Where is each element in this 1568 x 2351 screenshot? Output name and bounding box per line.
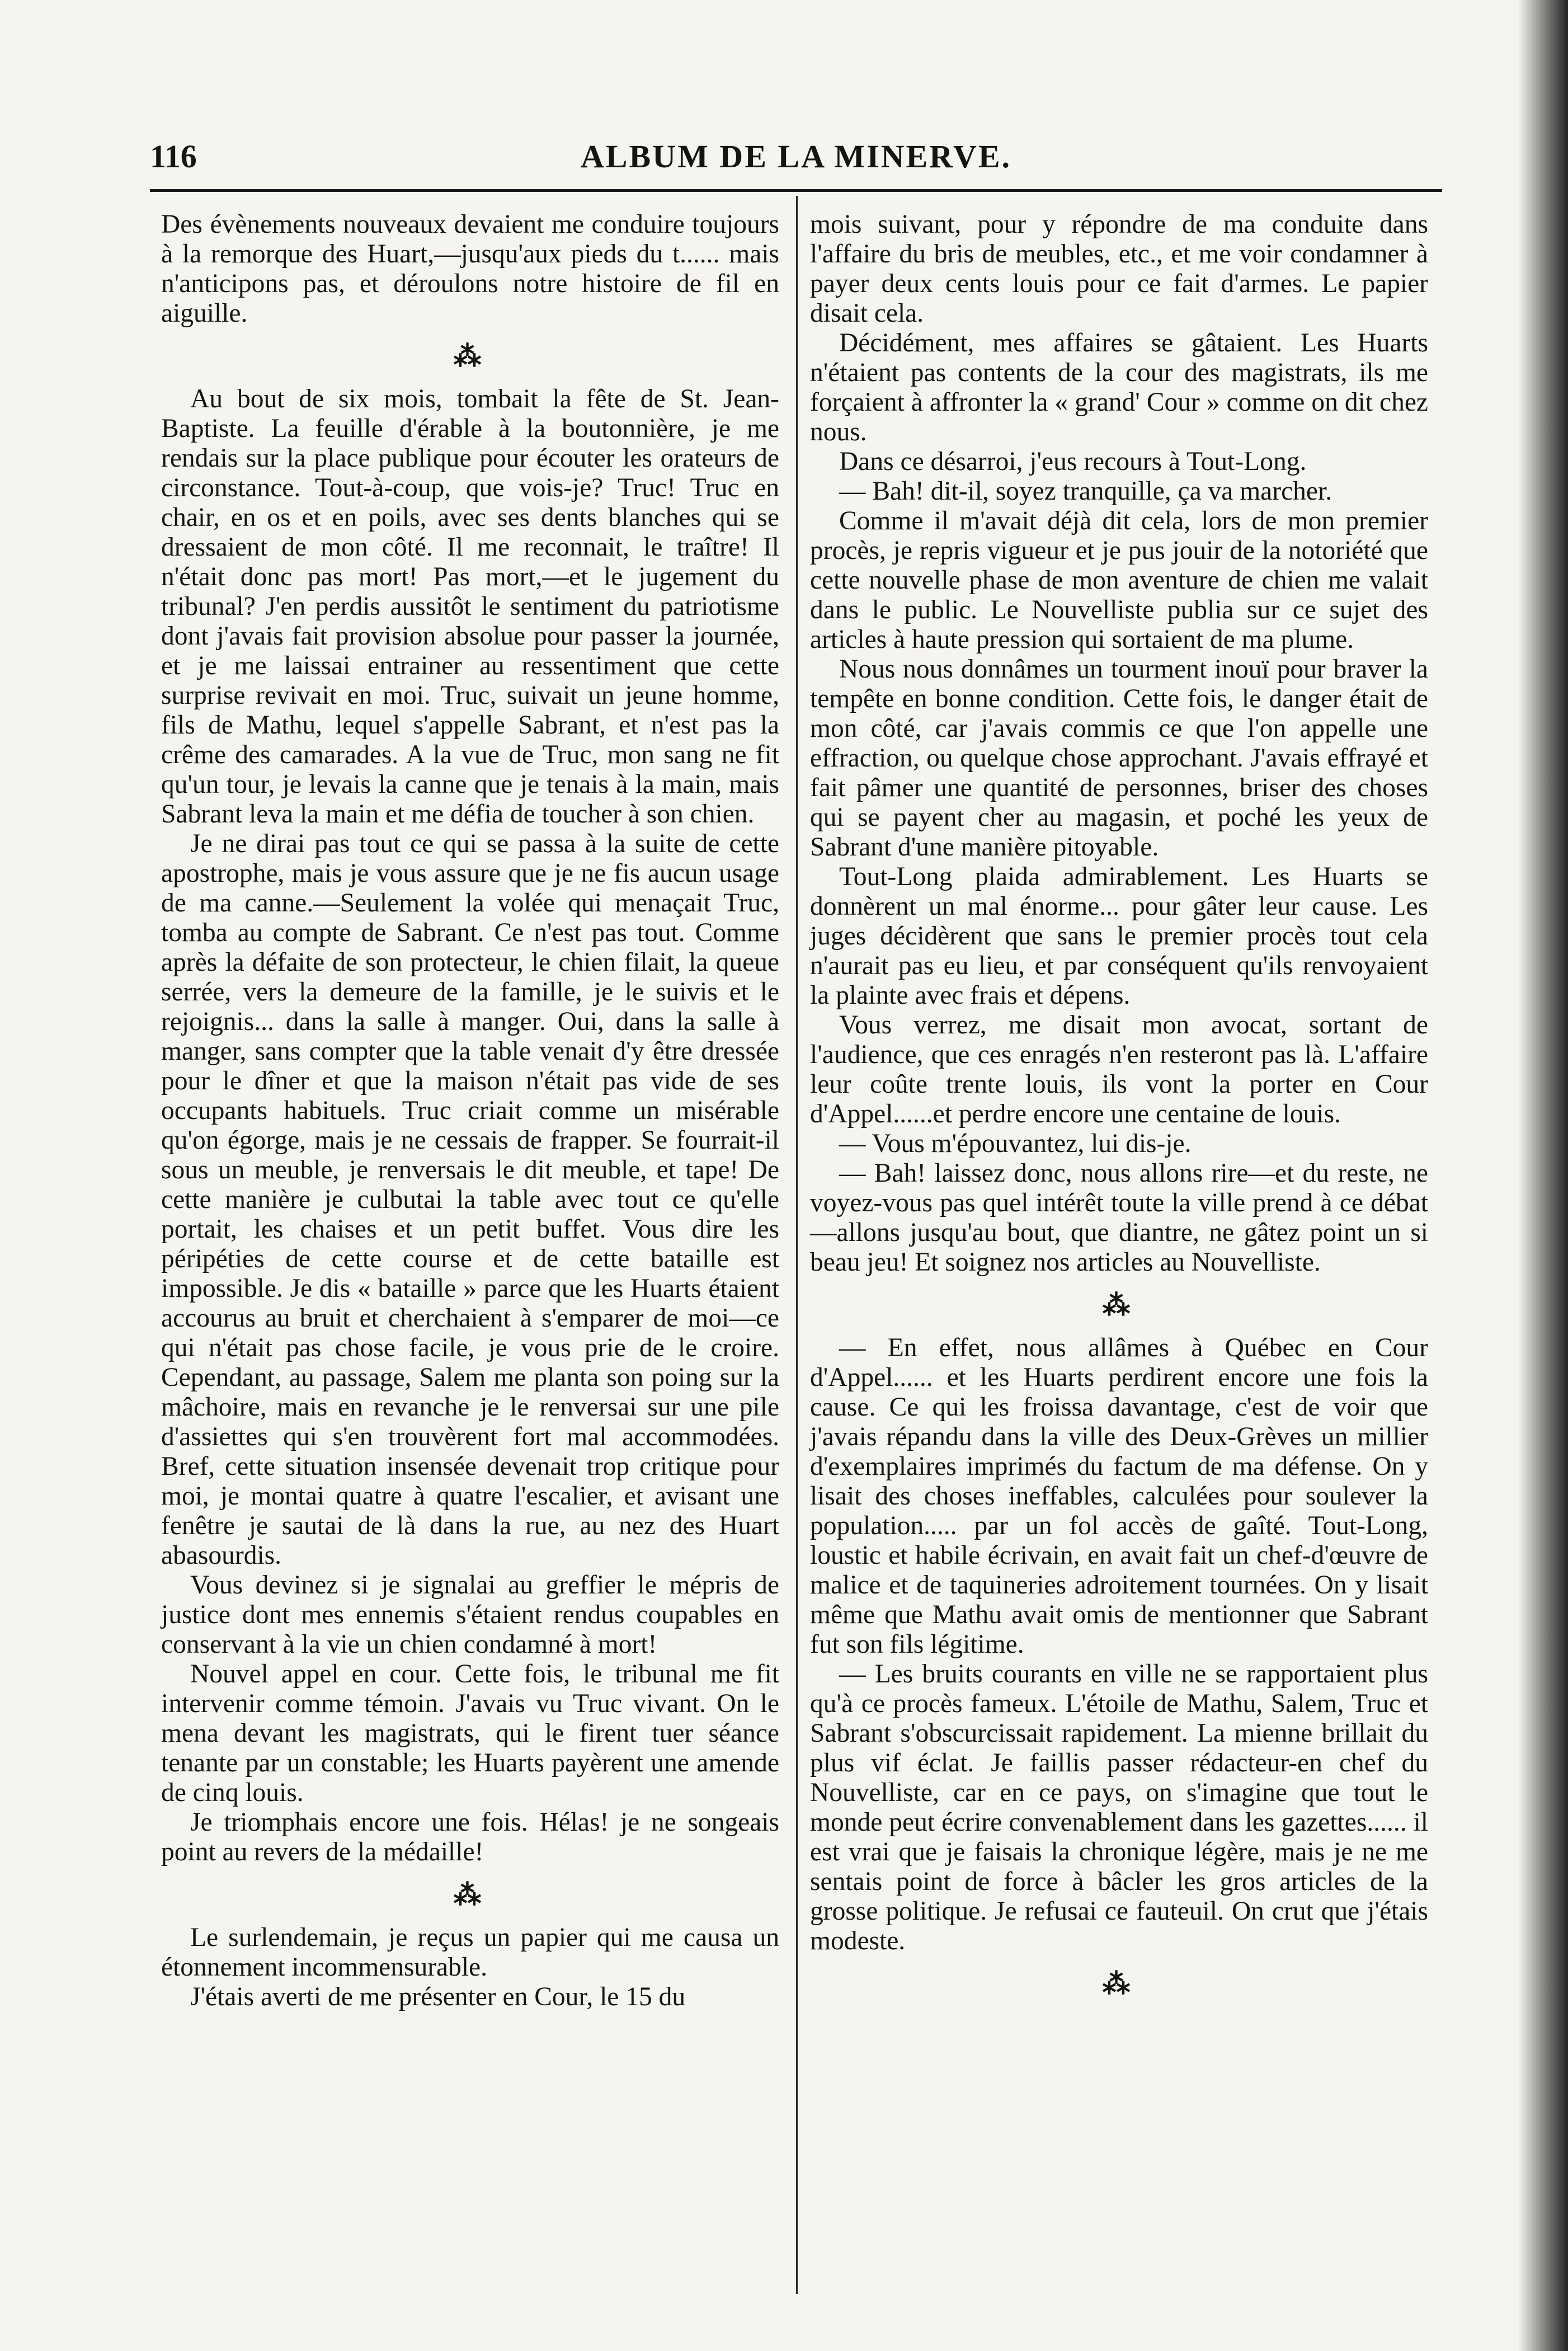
paragraph: — Les bruits courants en ville ne se rapportaient plus qu'à ce procès fameux. L'étoile de Mathu, Salem, Truc et Sabrant s'obscurcissait rapidement. La mienne brillait du plus vif éclat. Je faillis passer rédacteur-en chef du Nouvelliste, car en ce pays, on s'imagine que tout le monde peut écrire convenablement dans les gazettes...... il est vrai que je faisais la chronique légère, mais je ne me sentais point de force à bâcler les gros articles de la grosse politique. Je refusai ce fauteuil. On crut que j'étais modeste. <box>810 1659 1428 1955</box>
paragraph: Je triomphais encore une fois. Hélas! je ne songeais point au revers de la médaille! <box>161 1808 779 1866</box>
paragraph: Dans ce désarroi, j'eus recours à Tout-Long. <box>839 447 1307 476</box>
paragraph: Le surlendemain, je reçus un papier qui me causa un étonnement incommensurable. <box>161 1923 779 1982</box>
paragraph: J'étais averti de me présenter en Cour, le 15 du <box>190 1982 686 2011</box>
page-number: 116 <box>150 138 197 175</box>
paragraph: Décidément, mes affaires se gâtaient. Les Huarts n'étaient pas contents de la cour des magistrats, ils me forçaient à affronter la « grand' Cour » comme on dit chez nous. <box>810 328 1428 446</box>
paragraph: — Vous m'épouvantez, lui dis-je. <box>839 1129 1192 1158</box>
paragraph: Nous nous donnâmes un tourment inouï pour braver la tempête en bonne condition. Cette fois, le danger était de mon côté, car j'avais commis ce que l'on appelle une effraction, ou quelque chose approchant. J'avais effrayé et fait pâmer une quantité de personnes, briser des choses qui se payent cher au magasin, et poché les yeux de Sabrant d'une manière pitoyable. <box>810 655 1428 862</box>
column-divider <box>796 196 798 2294</box>
paragraph: Vous devinez si je signalai au greffier le mépris de justice dont mes ennemis s'étaient rendus coupables en conservant à la vie un chien condamné à mort! <box>161 1571 779 1659</box>
section-separator: ⁂ <box>453 341 487 372</box>
paragraph: Nouvel appel en cour. Cette fois, le tribunal me fit intervenir comme témoin. J'avais vu Truc vivant. On le mena devant les magistrats, qui le firent tuer séance tenante par un constable; les Huarts payèrent une amende de cinq louis. <box>161 1659 779 1807</box>
paragraph: — Bah! dit-il, soyez tranquille, ça va marcher. <box>839 477 1332 506</box>
paragraph: — En effet, nous allâmes à Québec en Cour d'Appel...... et les Huarts perdirent encore une fois la cause. Ce qui les froissa davantage, c'est de voir que j'avais répandu dans la ville des Deux-Grèves un millier d'exemplaires imprimés du factum de ma défense. On y lisait des choses ineffables, calculées pour soulever la population..... par un fol accès de gaîté. Tout-Long, loustic et habile écrivain, en avait fait un chef-d'œuvre de malice et de taquineries adroitement tournées. On y lisait même que Mathu avait omis de mentionner que Sabrant fut son fils légitime. <box>810 1333 1428 1659</box>
header-rule <box>150 189 1442 192</box>
right-column <box>810 210 1428 2012</box>
left-column <box>161 210 779 2012</box>
paragraph: Tout-Long plaida admirablement. Les Huarts se donnèrent un mal énorme... pour gâter leur cause. Les juges décidèrent que sans le premier procès tout cela n'aurait pas eu lieu, et par conséquent qu'ils renvoyaient la plainte avec frais et dépens. <box>810 862 1428 1010</box>
paragraph: Des évènements nouveaux devaient me conduire toujours à la remorque des Huart,—jusqu'aux pieds du t...... mais n'anticipons pas, et déroulons notre histoire de fil en aiguille. <box>161 210 779 328</box>
section-separator: ⁂ <box>453 1879 487 1911</box>
binding-shadow <box>1518 0 1568 2351</box>
paragraph: mois suivant, pour y répondre de ma conduite dans l'affaire du bris de meubles, etc., et me voir condamner à payer deux cents louis pour ce fait d'armes. Le papier disait cela. <box>810 210 1428 328</box>
running-title: ALBUM DE LA MINERVE. <box>580 138 1012 175</box>
paragraph: — Bah! laissez donc, nous allons rire—et du reste, ne voyez-vous pas quel intérêt toute la ville prend à ce débat—allons jusqu'au bout, que diantre, ne gâtez point un si beau jeu! Et soignez nos articles au Nouvelliste. <box>810 1159 1428 1277</box>
page-header <box>150 133 1442 184</box>
paragraph: Vous verrez, me disait mon avocat, sortant de l'audience, que ces enragés n'en resteront pas là. L'affaire leur coûte trente louis, ils vont la porter en Cour d'Appel......et perdre encore une centaine de louis. <box>810 1010 1428 1129</box>
paragraph: Comme il m'avait déjà dit cela, lors de mon premier procès, je repris vigueur et je pus jouir de la notoriété que cette nouvelle phase de mon aventure de chien me valait dans le public. Le Nouvelliste publia sur ce sujet des articles à haute pression qui sortaient de ma plume. <box>810 506 1428 654</box>
section-separator: ⁂ <box>1102 1290 1136 1321</box>
paragraph: Au bout de six mois, tombait la fête de St. Jean-Baptiste. La feuille d'érable à la boutonnière, je me rendais sur la place publique pour écouter les orateurs de circonstance. Tout-à-coup, que vois-je? Truc! Truc en chair, en os et en poils, avec ses dents blanches qui se dressaient de mon côté. Il me reconnait, le traître! Il n'était donc pas mort! Pas mort,—et le jugement du tribunal? J'en perdis aussitôt le sentiment du patriotisme dont j'avais fait provision absolue pour passer la journée, et je me laissai entrainer au ressentiment que cette surprise revivait en moi. Truc, suivait un jeune homme, fils de Mathu, lequel s'appelle Sabrant, et n'est pas la crême des camarades. A la vue de Truc, mon sang ne fit qu'un tour, je levais la canne que je tenais à la main, mais Sabrant leva la main et me défia de toucher à son chien. <box>161 384 779 829</box>
paragraph: Je ne dirai pas tout ce qui se passa à la suite de cette apostrophe, mais je vous assure que je ne fis aucun usage de ma canne.—Seulement la volée qui menaçait Truc, tomba au compte de Sabrant. Ce n'est pas tout. Comme après la défaite de son protecteur, le chien filait, la queue serrée, vers la demeure de la famille, je le suivis et le rejoignis... dans la salle à manger. Oui, dans la salle à manger, sans compter que la table venait d'y être dressée pour le dîner et que la maison n'était pas vide de ses occupants habituels. Truc criait comme un misérable qu'on égorge, mais je ne cessais de frapper. Se fourrait-il sous un meuble, je renversais le dit meuble, et tape! De cette manière je culbutai la table avec tout ce qu'elle portait, les chaises et un petit buffet. Vous dire les péripéties de cette course et de cette bataille est impossible. Je dis « bataille » parce que les Huarts étaient accourus au bruit et cherchaient à s'emparer de moi—ce qui n'était pas chose facile, je vous prie de le croire. Cependant, au passage, Salem me planta son poing sur la mâchoire, mais en revanche je le renversai sur une pile d'assiettes qui s'en trouvèrent fort mal accommodées. Bref, cette situation insensée devenait trop critique pour moi, je montai quatre à quatre l'escalier, et avisant une fenêtre je sautai de là dans la rue, au nez des Huart abasourdis. <box>161 829 779 1570</box>
section-separator: ⁂ <box>1102 1968 1136 2000</box>
